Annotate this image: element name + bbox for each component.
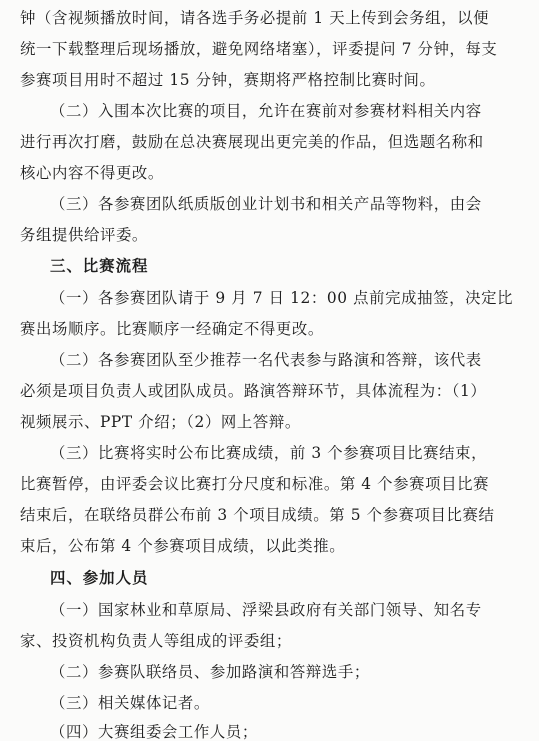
text-line: 束后，公布第 4 个参赛项目成绩，以此类推。 (20, 537, 346, 555)
text-line: 视频展示、PPT 介绍；（2）网上答辩。 (20, 413, 301, 431)
text-line: 核心内容不得更改。 (20, 164, 164, 182)
text-line: 比赛暂停，由评委会议比赛打分尺度和标准。第 4 个参赛项目比赛 (20, 475, 490, 493)
text-line: 必须是项目负责人或团队成员。路演答辩环节，具体流程为：（1） (20, 382, 487, 400)
text-line: （一）国家林业和草原局、浮梁县政府有关部门领导、知名专 (50, 601, 482, 619)
text-line: （四）大赛组委会工作人员； (50, 723, 258, 741)
text-line: 参赛项目用时不超过 15 分钟，赛期将严格控制比赛时间。 (20, 71, 436, 89)
text-line: （二）各参赛团队至少推荐一名代表参与路演和答辩，该代表 (50, 351, 482, 369)
text-line: （二）参赛队联络员、参加路演和答辩选手； (50, 663, 370, 681)
text-line: 钟（含视频播放时间，请各选手务必提前 1 天上传到会务组，以便 (20, 9, 490, 27)
text-line: （一）各参赛团队请于 9 月 7 日 12：00 点前完成抽签，决定比 (50, 289, 514, 307)
text-line: （三）比赛将实时公布比赛成绩，前 3 个参赛项目比赛结束， (50, 444, 488, 462)
text-line: （三）各参赛团队纸质版创业计划书和相关产品等物料，由会 (50, 195, 482, 213)
text-line: 进行再次打磨，鼓励在总决赛展现出更完美的作品，但选题名称和 (20, 133, 484, 151)
section-heading: 三、比赛流程 (50, 257, 149, 275)
text-line: 务组提供给评委。 (20, 226, 148, 244)
text-line: （三）相关媒体记者。 (50, 694, 210, 712)
text-line: 结束后，在联络员群公布前 3 个项目成绩。第 5 个参赛项目比赛结 (20, 506, 495, 524)
text-line: 家、投资机构负责人等组成的评委组； (20, 632, 292, 650)
text-line: 统一下载整理后现场播放，避免网络堵塞），评委提问 7 分钟，每支 (20, 40, 498, 58)
text-line: 赛出场顺序。比赛顺序一经确定不得更改。 (20, 320, 324, 338)
text-line: （二）入围本次比赛的项目，允许在赛前对参赛材料相关内容 (50, 102, 482, 120)
section-heading: 四、参加人员 (50, 569, 149, 587)
